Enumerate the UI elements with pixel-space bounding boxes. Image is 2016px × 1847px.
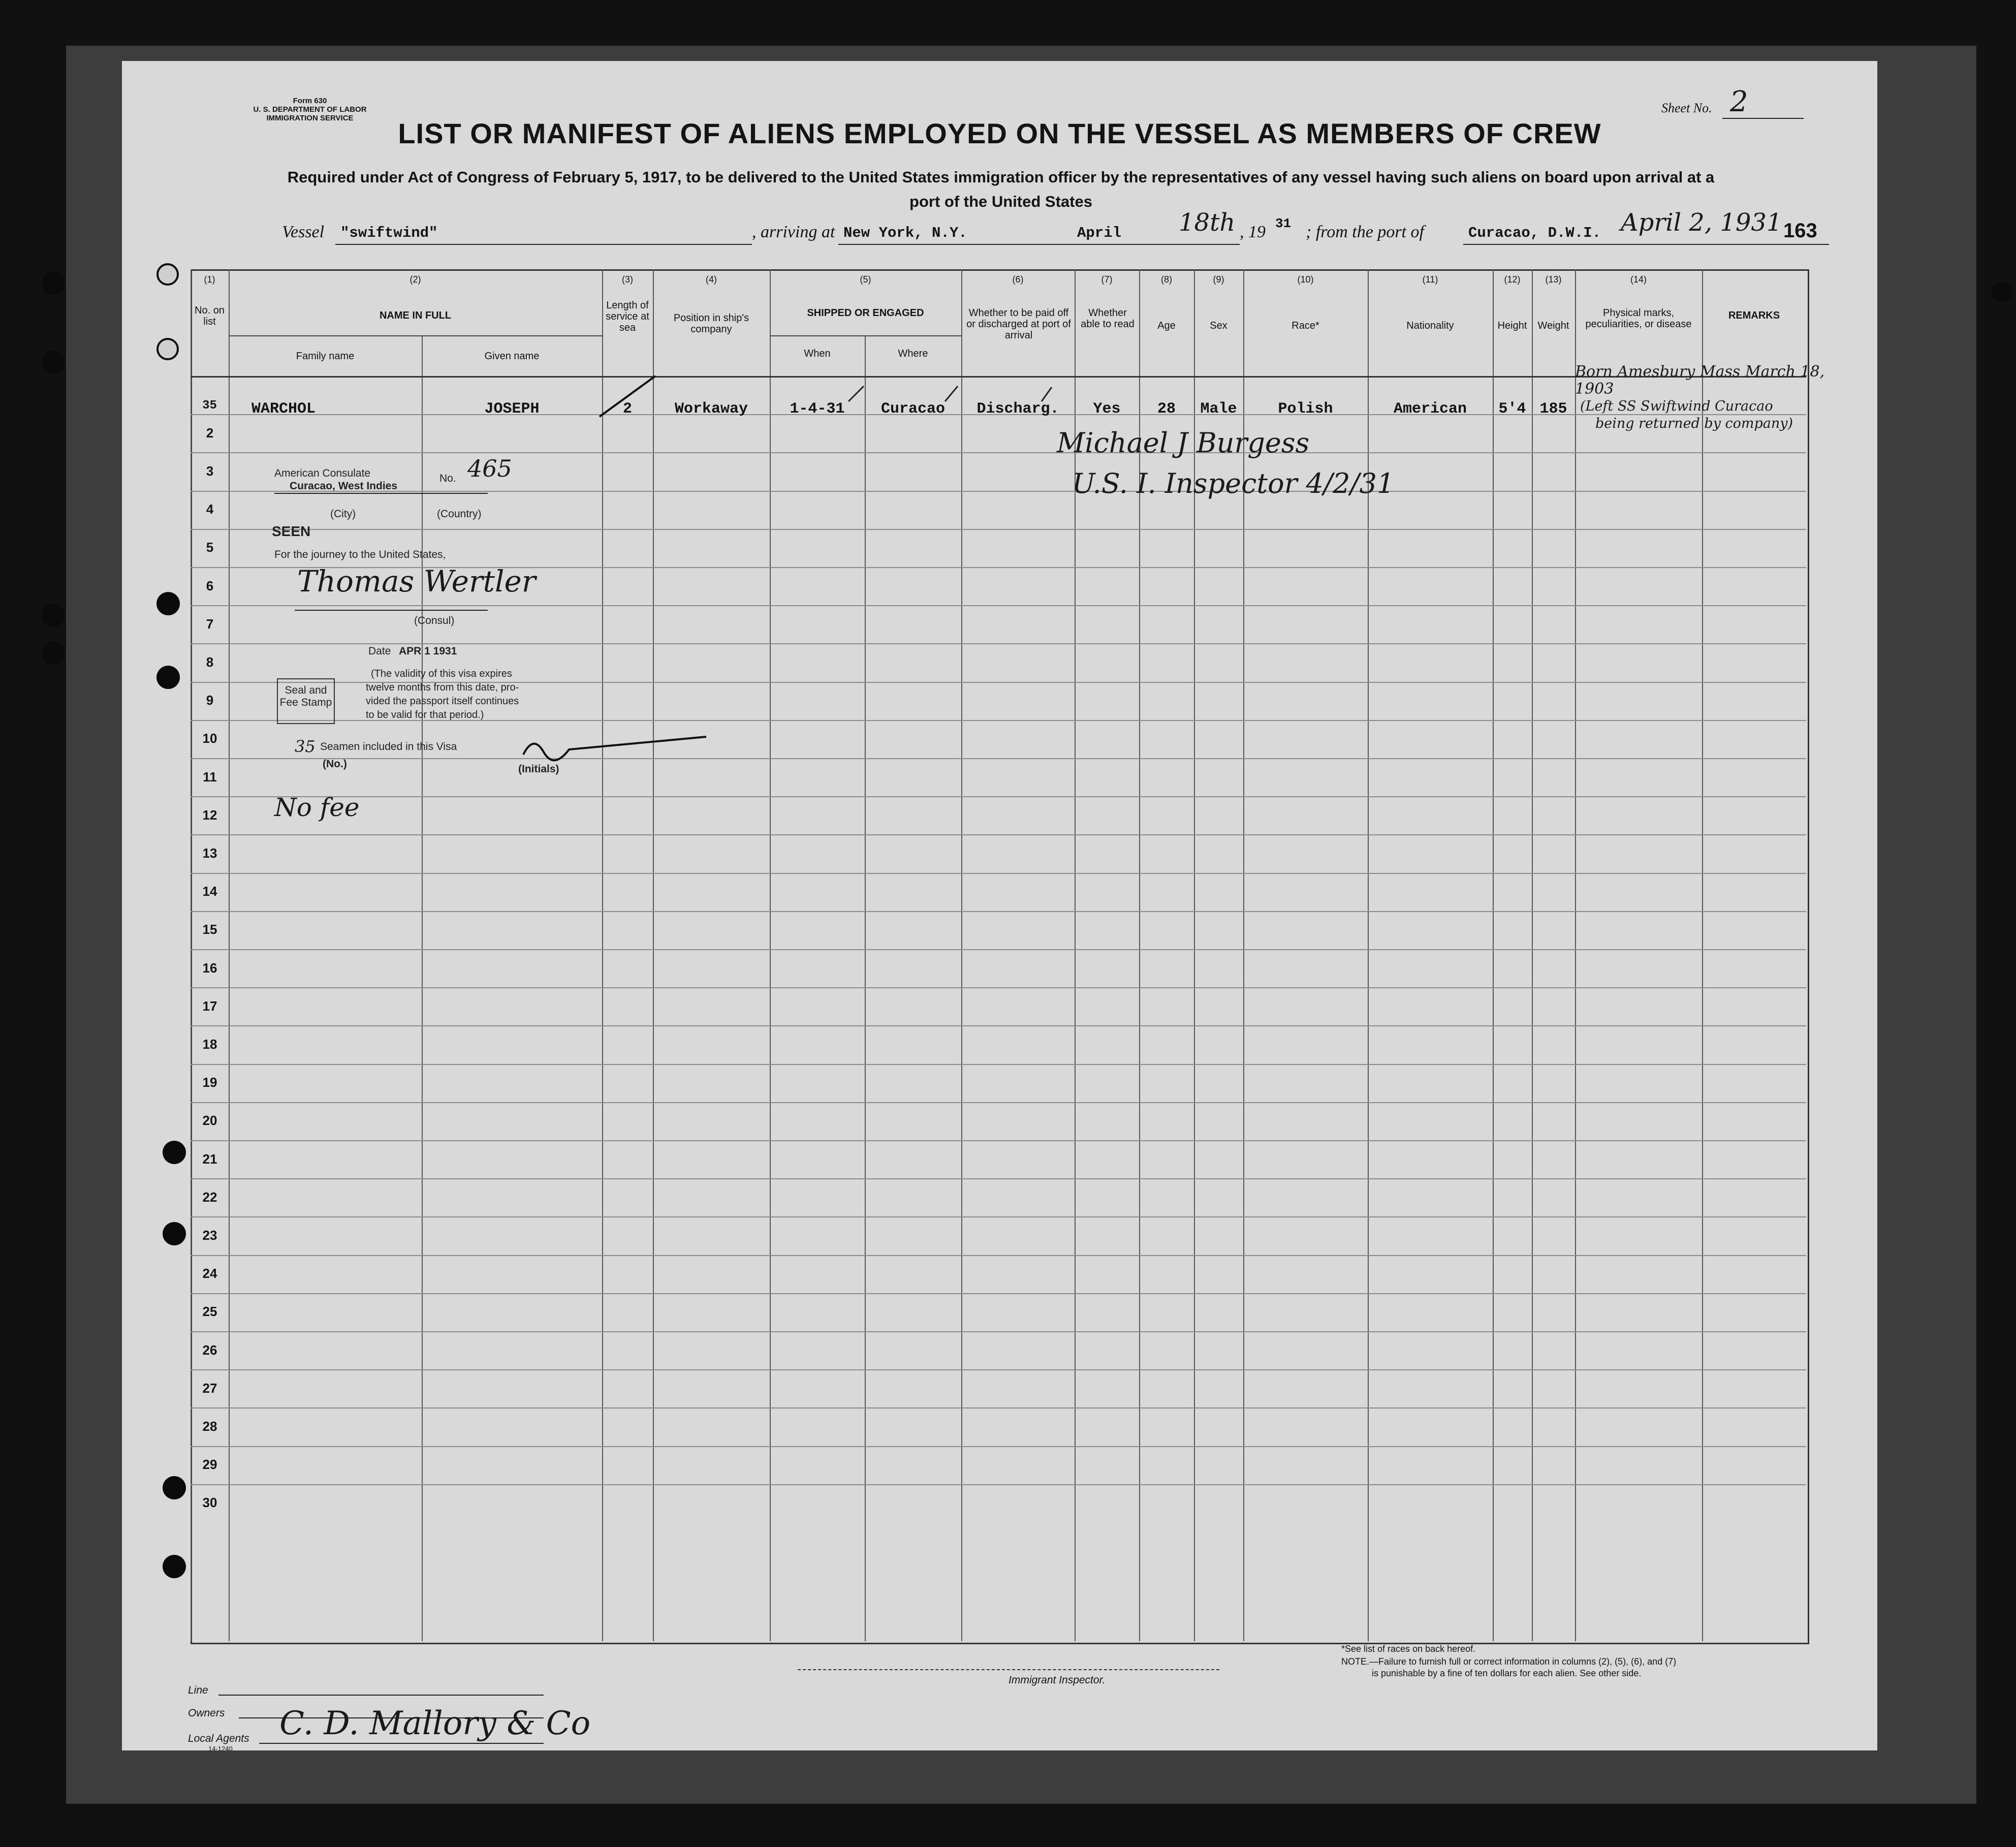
row-number: 26 xyxy=(202,1342,217,1358)
row-number: 27 xyxy=(202,1380,217,1396)
row-number: 23 xyxy=(202,1228,217,1243)
arrival-month: April xyxy=(1077,225,1122,241)
row-number: 15 xyxy=(202,922,217,937)
vessel-name: "swiftwind" xyxy=(340,225,438,241)
entry-family-name: WARCHOL xyxy=(251,400,316,418)
footer-agents-label: Local Agents xyxy=(188,1733,249,1744)
row-number: 2 xyxy=(206,425,214,441)
binder-hole xyxy=(156,666,180,689)
footer-owners-label: Owners xyxy=(188,1707,225,1719)
header-family-name: Family name xyxy=(296,351,355,362)
manifest-grid xyxy=(191,269,1809,1644)
row-number: 24 xyxy=(202,1266,217,1281)
year-prefix: , 19 xyxy=(1240,223,1266,241)
inspector-title: U.S. I. Inspector 4/2/31 xyxy=(1072,467,1395,499)
col-3-number: (3) xyxy=(622,274,633,285)
binder-hole xyxy=(156,263,179,286)
row-number: 16 xyxy=(202,960,217,976)
row-number: 10 xyxy=(202,731,217,746)
entry-shipped-where: Curacao xyxy=(880,400,946,418)
footer-agents-code: 14-1240 xyxy=(208,1745,233,1752)
entry-sex: Male xyxy=(1200,400,1237,418)
header-position: Position in ship's company xyxy=(673,312,749,335)
vessel-label: Vessel xyxy=(282,223,325,241)
form-number: Form 630 xyxy=(293,97,327,105)
row-number: 22 xyxy=(202,1189,217,1205)
arrival-day: 18th xyxy=(1179,208,1236,237)
row-number: 11 xyxy=(203,769,217,785)
entry-service: 2 xyxy=(622,400,632,418)
stamp-city: Curacao, West Indies xyxy=(290,480,398,492)
row-line xyxy=(191,529,1806,530)
row-line xyxy=(191,1484,1806,1485)
row-line xyxy=(191,1025,1806,1026)
entry-age: 28 xyxy=(1157,400,1176,418)
row-line xyxy=(191,1293,1806,1294)
department-name: U. S. DEPARTMENT OF LABOR xyxy=(253,105,367,114)
col-9-number: (9) xyxy=(1213,274,1224,285)
binder-hole xyxy=(163,1141,186,1164)
col-1-number: (1) xyxy=(204,274,215,285)
row-line xyxy=(191,949,1806,950)
binder-hole xyxy=(156,338,179,360)
row-line xyxy=(191,452,1806,453)
header-able-to-read: Whether able to read xyxy=(1081,307,1135,330)
entry-weight: 185 xyxy=(1539,400,1567,418)
row-line xyxy=(191,911,1806,912)
seamen-no-label: (No.) xyxy=(323,758,347,770)
entry-race: Polish xyxy=(1278,400,1333,418)
entry-shipped-when: 1-4-31 xyxy=(790,400,845,418)
row-number: 13 xyxy=(202,846,217,861)
row-number: 3 xyxy=(206,463,214,479)
footer-agents-value: C. D. Mallory & Co xyxy=(279,1705,591,1742)
header-sex: Sex xyxy=(1210,320,1227,331)
binder-hole xyxy=(42,272,65,295)
entry-height: 5'4 xyxy=(1498,400,1526,418)
row-line xyxy=(191,1407,1806,1408)
footer-inspector-label: Immigrant Inspector. xyxy=(1009,1674,1106,1686)
header-age: Age xyxy=(1157,320,1176,331)
sheet-number: 2 xyxy=(1730,85,1748,118)
sheet-label: Sheet No. xyxy=(1661,101,1712,115)
row-number: 9 xyxy=(206,693,214,708)
subtitle-line-2: port of the United States xyxy=(909,193,1092,210)
entry-nationality: American xyxy=(1393,400,1467,418)
row-line xyxy=(191,1178,1806,1179)
validity-line-1: (The validity of this visa expires xyxy=(371,668,512,679)
col-6-number: (6) xyxy=(1012,274,1024,285)
row-line xyxy=(191,1369,1806,1370)
binder-hole xyxy=(163,1555,186,1578)
subtitle-line-1: Required under Act of Congress of February 5, 1917, to be delivered to the United States immigration officer by the representatives of any vessel having such aliens on board upon arrival at a xyxy=(287,168,1715,186)
row-number: 20 xyxy=(202,1113,217,1129)
entry-paid-off: Discharg. xyxy=(976,400,1059,418)
stamp-seen: SEEN xyxy=(272,523,311,539)
row-line xyxy=(191,796,1806,797)
departure-date: April 2, 1931 xyxy=(1621,208,1782,237)
arrival-port: New York, N.Y. xyxy=(843,225,967,241)
binder-hole xyxy=(1992,282,2012,302)
header-height: Height xyxy=(1497,320,1527,331)
stamp-date-label: Date xyxy=(368,645,391,657)
row-number: 25 xyxy=(202,1304,217,1320)
manifest-sheet xyxy=(122,61,1877,1750)
stamp-city-label: (City) xyxy=(330,508,356,520)
row-line xyxy=(191,643,1806,644)
stamp-no-label: No. xyxy=(439,473,456,484)
row-line xyxy=(191,1140,1806,1141)
binder-hole xyxy=(42,641,65,665)
row-number: 4 xyxy=(206,502,214,517)
arriving-label: , arriving at xyxy=(752,223,835,241)
row-number: 19 xyxy=(202,1075,217,1090)
row-number: 28 xyxy=(202,1419,217,1434)
header-no-on-list: No. on list xyxy=(195,305,225,327)
footer-line-label: Line xyxy=(188,1684,208,1696)
validity-line-4: to be valid for that period.) xyxy=(366,709,484,721)
col-5-number: (5) xyxy=(860,274,871,285)
ditto-marks xyxy=(782,376,1290,406)
row-number: 8 xyxy=(206,654,214,670)
binder-hole xyxy=(156,592,180,615)
binder-hole xyxy=(163,1476,186,1499)
row-line xyxy=(191,1102,1806,1103)
stamp-visa-number: 465 xyxy=(467,455,512,482)
manifest-subtitle xyxy=(163,165,1839,214)
validity-line-2: twelve months from this date, pro- xyxy=(366,682,519,693)
stamp-date: APR 1 1931 xyxy=(399,645,457,657)
header-where: Where xyxy=(898,348,928,359)
initials-scribble xyxy=(513,732,838,767)
arrival-year: 31 xyxy=(1275,216,1292,231)
entry-given-name: JOSEPH xyxy=(484,400,540,418)
remarks-line-1: Born Amesbury Mass March 18, 1903 xyxy=(1575,363,1825,398)
binder-hole xyxy=(42,604,65,627)
row-line xyxy=(191,987,1806,988)
col-11-number: (11) xyxy=(1422,274,1438,285)
seal-box xyxy=(277,678,335,724)
from-label: ; from the port of xyxy=(1306,223,1424,241)
row-line xyxy=(191,605,1806,606)
footer-note-1: *See list of races on back hereof. xyxy=(1341,1644,1476,1654)
row-number: 21 xyxy=(202,1151,217,1167)
col-14-number: (14) xyxy=(1630,274,1647,285)
binder-hole xyxy=(42,351,65,374)
header-weight: Weight xyxy=(1537,320,1569,331)
seal-line-2: Fee Stamp xyxy=(279,697,332,708)
header-shipped-or-engaged: SHIPPED OR ENGAGED xyxy=(807,307,924,319)
remarks-line-3: being returned by company) xyxy=(1595,416,1793,431)
col-7-number: (7) xyxy=(1101,274,1113,285)
seamen-count: 35 xyxy=(295,737,316,756)
row-number: 14 xyxy=(202,884,217,899)
col-12-number: (12) xyxy=(1504,274,1521,285)
stamp-journey: For the journey to the United States, xyxy=(274,549,446,560)
row-number: 12 xyxy=(202,807,217,823)
header-remarks: REMARKS xyxy=(1728,310,1780,321)
row-line xyxy=(191,758,1806,759)
row-line xyxy=(191,873,1806,874)
ditto-strokes xyxy=(594,371,671,422)
row-line xyxy=(191,1216,1806,1217)
row-number: 7 xyxy=(206,616,214,632)
inspector-signature: Michael J Burgess xyxy=(1057,427,1310,459)
col-13-number: (13) xyxy=(1545,274,1562,285)
header-when: When xyxy=(804,348,831,359)
entry-able-to-read: Yes xyxy=(1093,400,1121,418)
page-number: 163 xyxy=(1783,220,1817,242)
remarks-line-2: (Left SS Swiftwind Curacao xyxy=(1580,398,1773,414)
row-number: 18 xyxy=(202,1037,217,1052)
header-name-in-full: NAME IN FULL xyxy=(379,310,452,321)
row-number: 30 xyxy=(202,1495,217,1511)
header-length-of-service: Length of service at sea xyxy=(606,300,649,333)
footer-note-3: is punishable by a fine of ten dollars for each alien. See other side. xyxy=(1372,1668,1642,1678)
row-line xyxy=(191,1446,1806,1447)
col-4-number: (4) xyxy=(706,274,717,285)
entry-list-number: 35 xyxy=(202,399,217,413)
footer-note-2: NOTE.—Failure to furnish full or correct information in columns (2), (5), (6), and (7) xyxy=(1341,1656,1677,1667)
header-nationality: Nationality xyxy=(1406,320,1454,331)
header-given-name: Given name xyxy=(484,351,540,362)
stamp-country-label: (Country) xyxy=(437,508,482,520)
row-line xyxy=(191,834,1806,835)
stamp-consul-label: (Consul) xyxy=(414,615,455,627)
row-number: 6 xyxy=(206,578,214,593)
entry-remarks xyxy=(1575,363,1860,432)
header-race: Race* xyxy=(1292,320,1319,331)
row-line xyxy=(191,1255,1806,1256)
row-number: 29 xyxy=(202,1457,217,1473)
initials-label: (Initials) xyxy=(518,763,559,775)
col-10-number: (10) xyxy=(1297,274,1314,285)
binder-hole xyxy=(163,1222,186,1245)
service-name: IMMIGRATION SERVICE xyxy=(266,114,354,122)
stamp-consulate: American Consulate xyxy=(274,467,371,479)
no-fee-note: No fee xyxy=(274,793,360,822)
manifest-title: LIST OR MANIFEST OF ALIENS EMPLOYED ON THE VESSEL AS MEMBERS OF CREW xyxy=(398,117,1601,149)
row-number: 17 xyxy=(202,998,217,1014)
row-line xyxy=(191,491,1806,492)
departure-port: Curacao, D.W.I. xyxy=(1468,225,1601,241)
row-line xyxy=(191,1331,1806,1332)
header-paid-off: Whether to be paid off or discharged at port of arrival xyxy=(966,307,1071,341)
seamen-text: Seamen included in this Visa xyxy=(320,741,457,753)
col-2-number: (2) xyxy=(410,274,421,285)
col-8-number: (8) xyxy=(1161,274,1172,285)
header-physical-marks: Physical marks, peculiarities, or disease xyxy=(1585,307,1692,330)
entry-position: Workaway xyxy=(674,400,748,418)
validity-line-3: vided the passport itself continues xyxy=(366,696,519,707)
seal-line-1: Seal and xyxy=(285,684,327,696)
row-line xyxy=(191,1064,1806,1065)
consul-signature: Thomas Wertler xyxy=(297,564,536,599)
row-number: 5 xyxy=(206,540,214,555)
